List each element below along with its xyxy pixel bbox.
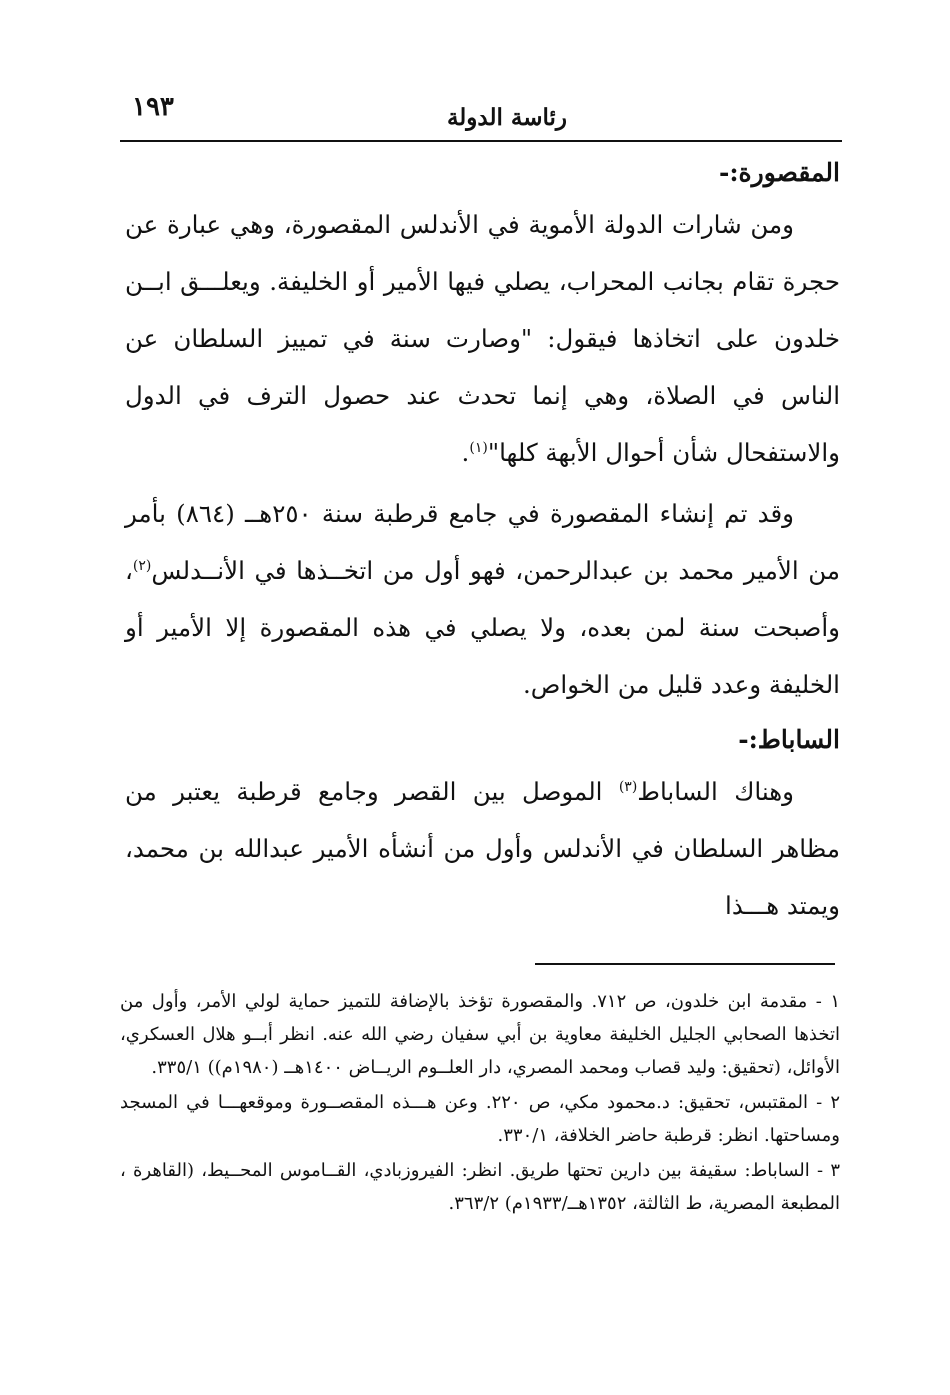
section-heading: المقصورة:- <box>718 158 840 187</box>
footnote-ref: (١) <box>469 439 488 456</box>
paragraph-tail: . <box>461 438 470 467</box>
section-maqsura <box>125 150 840 713</box>
section-sabat <box>125 717 840 934</box>
footnote: ٢ - المقتبس، تحقيق: د.محمود مكي، ص ٢٢٠. وعن هـــذه المقصــورة وموقعهـــا في المسجد ومساحتها. انظر: قرطبة حاضر الخلافة، ٣٣٠/١. <box>120 1092 840 1146</box>
paragraph-text: وقد تم إنشاء المقصورة في جامع قرطبة سنة ٢٥٠هــ (٨٦٤) بأمر من الأمير محمد بن عبدالرحمن، فهو أول من اتخــذها في الأنــدلس <box>125 499 840 585</box>
running-title: رئاسة الدولة <box>446 104 567 131</box>
footnote-ref: (٢) <box>132 557 152 574</box>
page-number: ١٩٣ <box>132 92 174 122</box>
paragraph <box>125 485 840 713</box>
paragraph <box>125 196 840 481</box>
paragraph <box>125 763 840 934</box>
page-header <box>120 92 842 142</box>
paragraph-tail: ، وأصبحت سنة لمن بعده، ولا يصلي في هذه المقصورة إلا الأمير أو الخليفة وعدد قليل من الخواص. <box>125 556 840 699</box>
footnote-ref: (٣) <box>618 778 638 795</box>
footnotes <box>120 985 840 1222</box>
footnote: ١ - مقدمة ابن خلدون، ص ٧١٢. والمقصورة تؤخذ بالإضافة للتميز حماية لولي الأمر، وأول من اتخذها الصحابي الجليل الخليفة معاوية بن أبي سفيان رضي الله عنه. انظر أبــو هلال العسكري، الأوائل، (تحقيق: وليد قصاب ومحمد المصري، دار العلــوم الريــاض ١٤٠٠هــ (١٩٨٠م)) ٣٣٥/١. <box>120 991 840 1078</box>
main-text <box>125 150 840 938</box>
paragraph-tail: الموصل بين القصر وجامع قرطبة يعتبر من مظاهر السلطان في الأندلس وأول من أنشأه الأمير عبدالله بن محمد، ويمتد هـــذا <box>125 777 840 920</box>
paragraph-text: وهناك الساباط <box>637 777 794 806</box>
footnote: ٣ - الساباط: سقيفة بين دارين تحتها طريق. انظر: الفيروزبادي، القــاموس المحــيط، (القاهرة ، المطبعة المصرية، ط الثالثة، ١٣٥٢هــ/١٩٣٣م) ٣٦٣/٢. <box>120 1160 840 1214</box>
section-heading: الساباط:- <box>738 725 840 754</box>
footnote-divider <box>535 963 835 965</box>
paragraph-text: ومن شارات الدولة الأموية في الأندلس المقصورة، وهي عبارة عن حجرة تقام بجانب المحراب، يصلي فيها الأمير أو الخليفة. ويعلـــق ابــن خلدون على اتخاذها فيقول: "وصارت سنة في تمييز السلطان عن الناس في الصلاة، وهي إنما تحدث عند حصول الترف في الدول والاستفحال شأن أحوال الأبهة كلها" <box>125 210 841 467</box>
